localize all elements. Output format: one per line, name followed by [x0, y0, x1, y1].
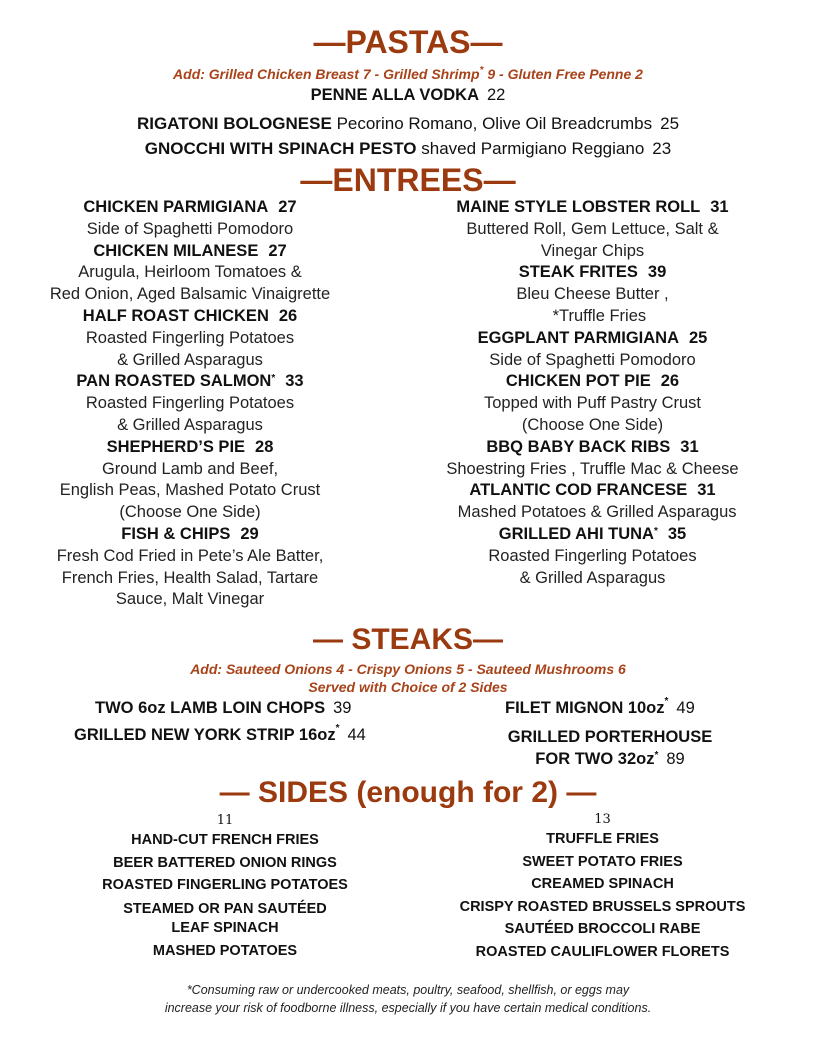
entree-desc: *Truffle Fries — [538, 306, 647, 325]
entrees-left-column — [20, 197, 360, 611]
entree-title: ATLANTIC COD FRANCESE 31 — [469, 481, 716, 500]
entree-desc: Roasted Fingerling Potatoes — [488, 546, 697, 565]
entree-title: BBQ BABY BACK RIBS 31 — [486, 437, 699, 456]
pastas-addons-note: Add: Grilled Chicken Breast 7 - Grilled Shrimp* 9 - Gluten Free Penne 2 — [173, 65, 643, 82]
steak-item: TWO 6oz LAMB LOIN CHOPS 39 — [95, 699, 352, 717]
sides-right-price: 13 — [594, 812, 611, 827]
side-item: SWEET POTATO FRIES — [522, 853, 683, 870]
steaks-sides-note: Served with Choice of 2 Sides — [308, 679, 508, 695]
allergy-disclaimer-line1: *Consuming raw or undercooked meats, poultry, seafood, shellfish, or eggs may — [186, 983, 630, 997]
entree-desc: Red Onion, Aged Balsamic Vinaigrette — [49, 285, 331, 304]
entree-desc: Ground Lamb and Beef, — [101, 459, 279, 478]
entree-title: STEAK FRITES 39 — [518, 263, 667, 282]
entree-desc: Vinegar Chips — [540, 241, 645, 260]
side-item: BEER BATTERED ONION RINGS — [113, 854, 337, 871]
pasta-item: RIGATONI BOLOGNESE Pecorino Romano, Olive Oil Breadcrumbs 25 — [136, 114, 680, 133]
steaks-addons-note: Add: Sauteed Onions 4 - Crispy Onions 5 - Sauteed Mushrooms 6 — [190, 661, 626, 677]
allergy-disclaimer-line2: increase your risk of foodborne illness, especially if you have certain medical conditions. — [164, 1001, 652, 1015]
side-item: ROASTED CAULIFLOWER FLORETS — [475, 943, 730, 960]
entree-title: CHICKEN PARMIGIANA 27 — [83, 198, 297, 216]
entree-desc: Bleu Cheese Butter , — [516, 285, 669, 304]
side-item: MASHED POTATOES — [152, 942, 298, 959]
entree-desc: Roasted Fingerling Potatoes — [85, 394, 295, 413]
entree-desc: Side of Spaghetti Pomodoro — [489, 350, 696, 369]
entree-desc: Mashed Potatoes & Grilled Asparagus — [448, 503, 737, 522]
sides-left-column — [55, 813, 395, 962]
entree-desc: & Grilled Asparagus — [519, 568, 666, 587]
pastas-heading: —PASTAS— — [313, 24, 503, 60]
side-item: STEAMED OR PAN SAUTÉED — [123, 900, 327, 917]
sides-right-column — [430, 812, 775, 963]
entree-desc: & Grilled Asparagus — [117, 415, 263, 434]
steak-item: GRILLED NEW YORK STRIP 16oz* 44 — [74, 723, 366, 744]
pasta-item: GNOCCHI WITH SPINACH PESTO shaved Parmigiano Reggiano 23 — [144, 139, 672, 158]
side-item: CREAMED SPINACH — [531, 876, 674, 892]
entree-desc: (Choose One Side) — [119, 503, 261, 522]
entree-title: FISH & CHIPS 29 — [121, 524, 259, 543]
entree-desc: Fresh Cod Fried in Pete’s Ale Batter, — [56, 546, 324, 565]
entree-title: CHICKEN MILANESE 27 — [93, 241, 287, 260]
entree-title: GRILLED AHI TUNA* 35 — [498, 524, 687, 543]
sides-heading: — SIDES (enough for 2) — — [219, 776, 597, 809]
side-item: SAUTÉED BROCCOLI RABE — [504, 921, 701, 937]
entree-title: CHICKEN POT PIE 26 — [505, 372, 680, 391]
entree-title: SHEPHERD’S PIE 28 — [106, 437, 274, 456]
steaks-heading: — STEAKS— — [312, 623, 504, 656]
entree-desc: Arugula, Heirloom Tomatoes & — [78, 263, 302, 282]
entree-desc: (Choose One Side) — [521, 415, 664, 434]
entree-desc: Side of Spaghetti Pomodoro — [86, 219, 294, 238]
side-item: LEAF SPINACH — [171, 919, 279, 936]
entree-title: EGGPLANT PARMIGIANA 25 — [477, 328, 708, 347]
entree-desc: Shoestring Fries , Truffle Mac & Cheese — [446, 459, 739, 478]
entree-desc: English Peas, Mashed Potato Crust — [59, 481, 321, 500]
entree-title: HALF ROAST CHICKEN 26 — [82, 306, 298, 325]
entree-desc: Buttered Roll, Gem Lettuce, Salt & — [466, 219, 719, 238]
pasta-item: PENNE ALLA VODKA 22 — [310, 86, 506, 104]
entree-desc: French Fries, Health Salad, Tartare — [61, 568, 319, 587]
entrees-heading: —ENTREES— — [300, 162, 516, 198]
entree-title: PAN ROASTED SALMON* 33 — [76, 372, 304, 391]
side-item: HAND-CUT FRENCH FRIES — [131, 832, 319, 848]
entrees-right-column — [415, 197, 770, 589]
entree-desc: Roasted Fingerling Potatoes — [85, 328, 295, 347]
steak-item: GRILLED PORTERHOUSE FOR TWO 32oz* 89 — [507, 728, 713, 768]
entree-title: MAINE STYLE LOBSTER ROLL 31 — [456, 198, 729, 216]
side-item: CRISPY ROASTED BRUSSELS SPROUTS — [459, 898, 746, 915]
entree-desc: Sauce, Malt Vinegar — [115, 590, 265, 609]
entree-desc: Topped with Puff Pastry Crust — [483, 394, 702, 413]
side-item: ROASTED FINGERLING POTATOES — [102, 877, 348, 893]
sides-left-price: 11 — [216, 813, 234, 828]
steak-item: FILET MIGNON 10oz* 49 — [505, 696, 695, 717]
entree-desc: & Grilled Asparagus — [117, 350, 263, 369]
side-item: TRUFFLE FRIES — [546, 831, 659, 847]
